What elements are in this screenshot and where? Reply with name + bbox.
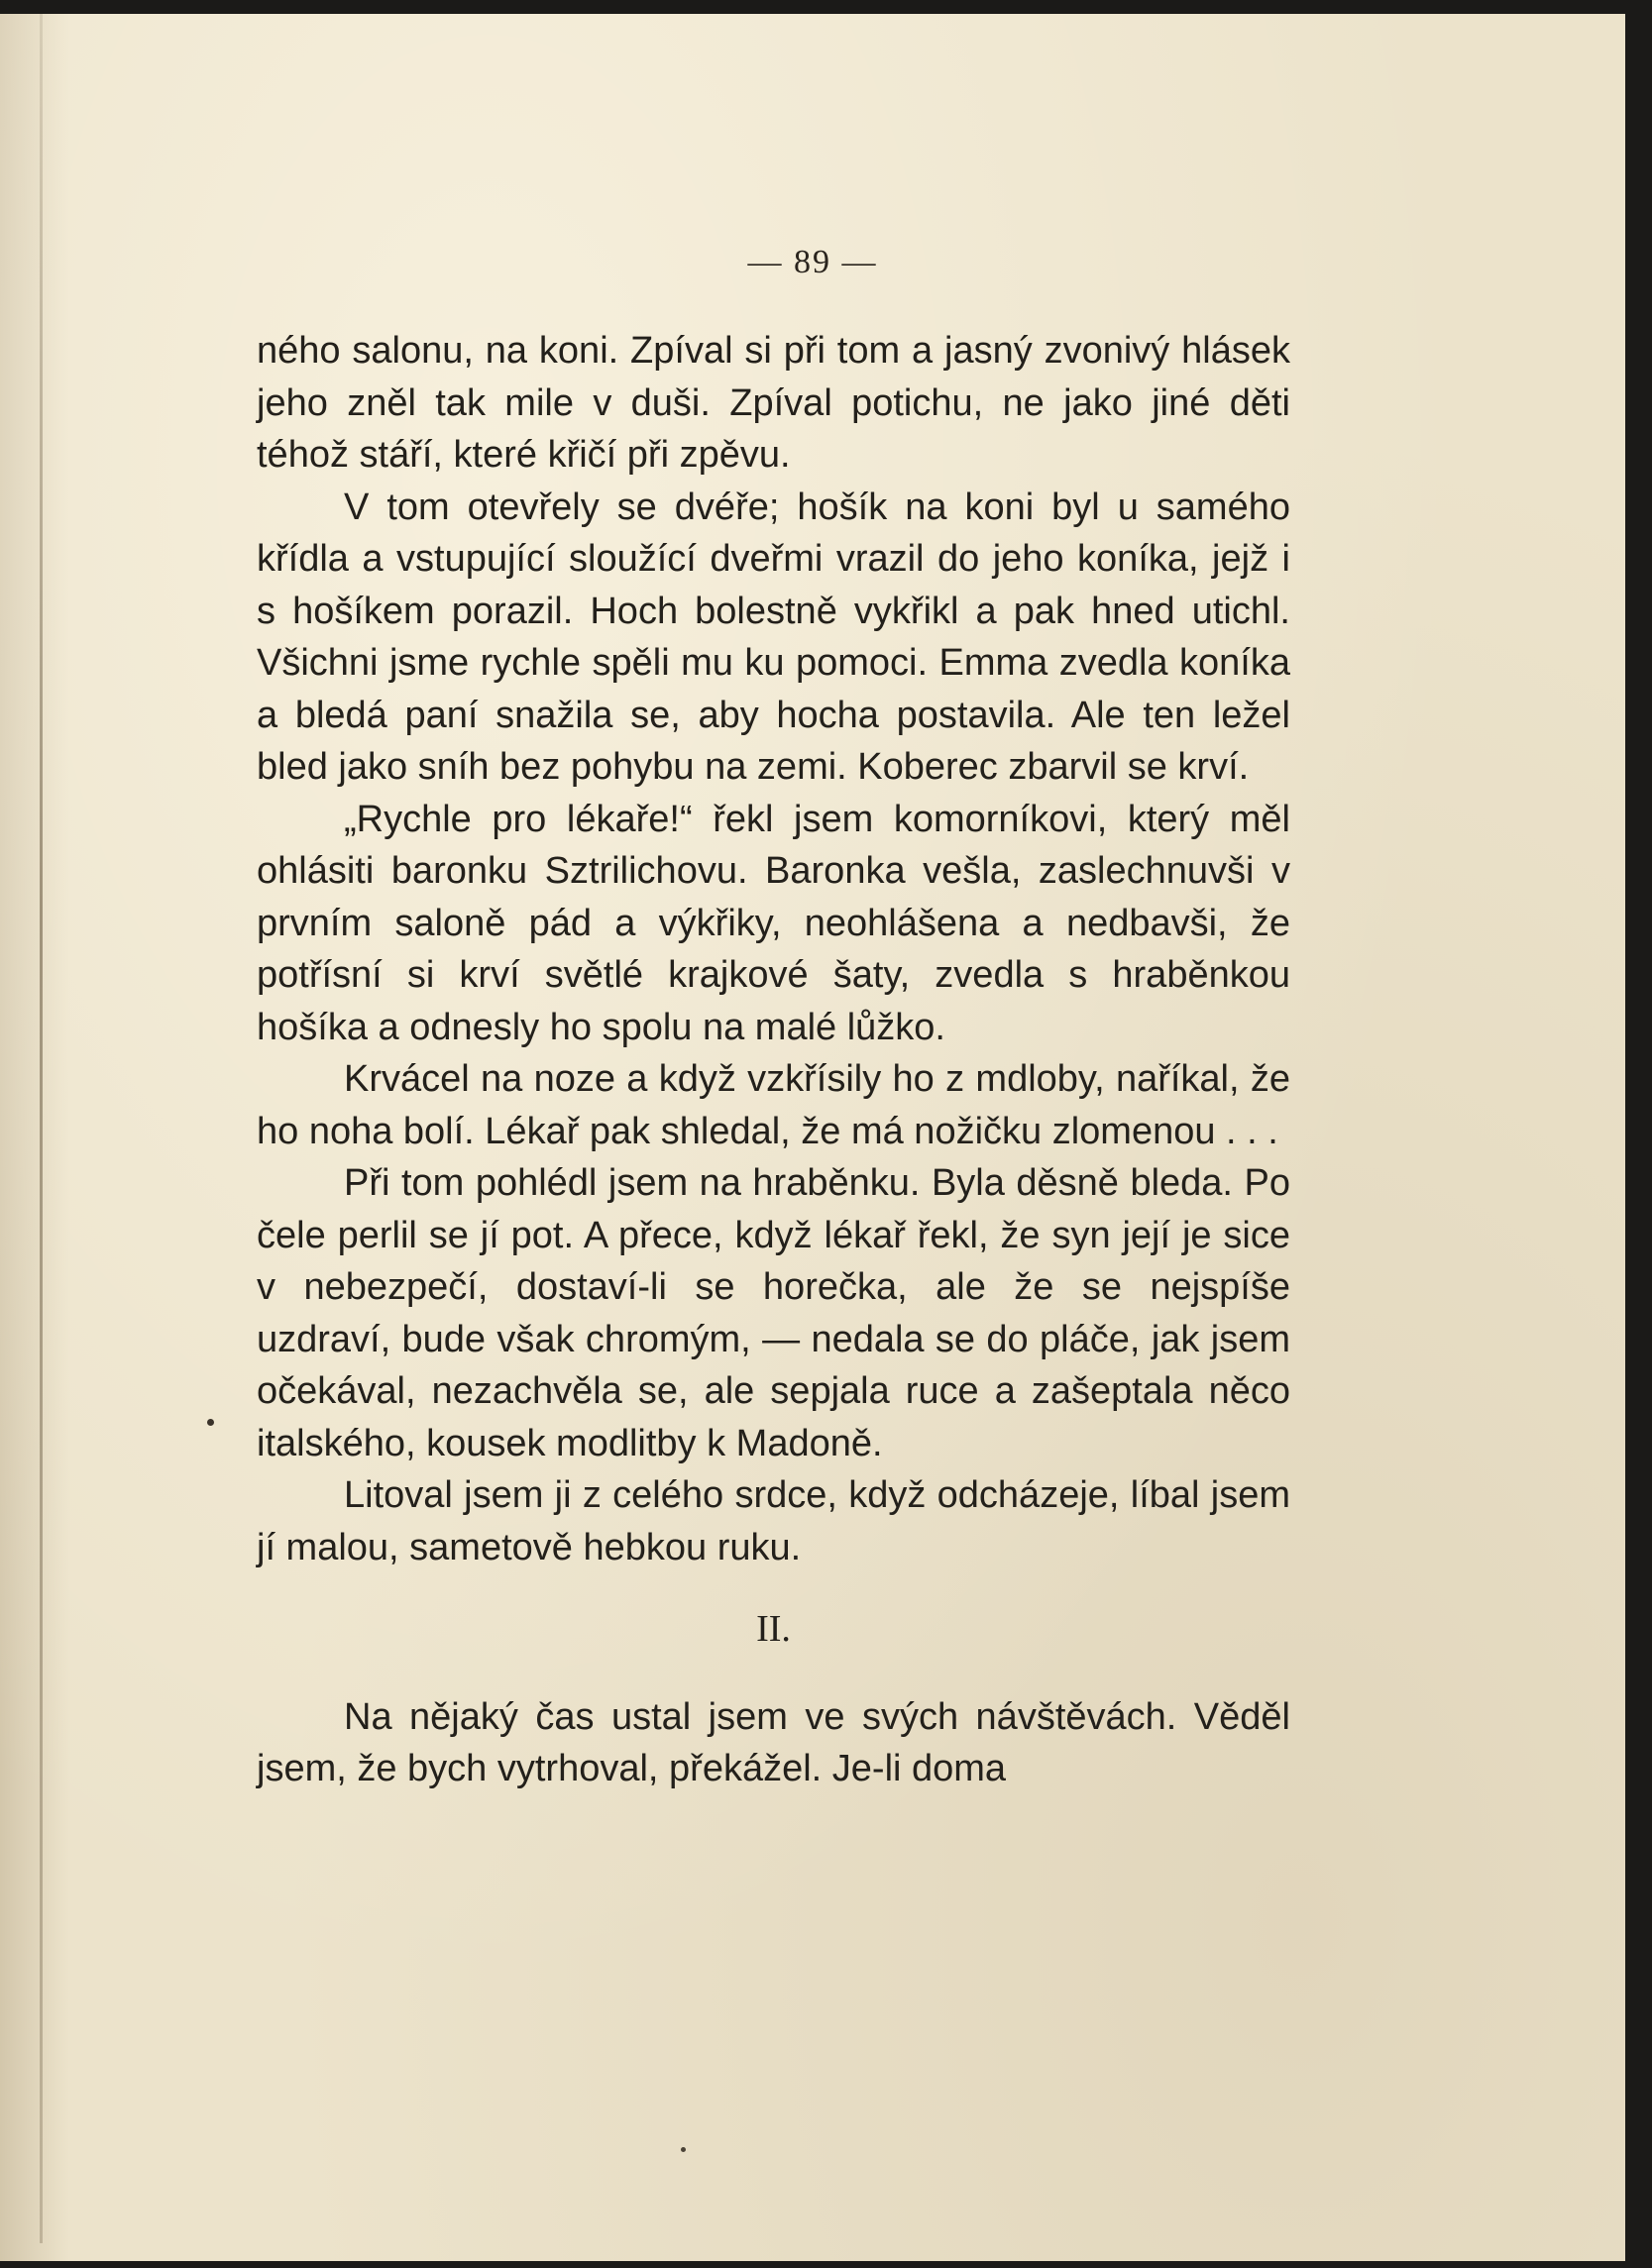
paragraph: „Rychle pro lékaře!“ řekl jsem komorníkovi, který měl ohlásiti baronku Sztrilichovu. Baronka vešla, zaslechnuvši v prvním saloně pád a výkřiky, neohlášena a nedbavši, že potřísní si krví světlé krajkové šaty, zvedla s hraběnkou hošíka a odnesly ho spolu na malé lůžko. [257,798,1290,1048]
paragraph-continuation: ného salonu, na koni. Zpíval si při tom a jasný zvonivý hlásek jeho zněl tak mile v duši. Zpíval potichu, ne jako jiné děti téhož stáří, které křičí při zpěvu. [257,330,1290,476]
margin-mark [207,1419,214,1426]
paper-speck [681,2147,686,2152]
paragraph: V tom otevřely se dvéře; hošík na koni byl u samého křídla a vstupující sloužící dveřmi vrazil do jeho koníka, jejž i s hošíkem porazil. Hoch bolestně vykřikl a pak hned utichl. Všichni jsme rychle spěli mu ku pomoci. Emma zvedla koníka a bledá paní snažila se, aby hocha postavila. Ale ten ležel bled jako sníh bez pohybu na zemi. Koberec zbarvil se krví. [257,486,1290,788]
paragraph: Litoval jsem ji z celého srdce, když odcházeje, líbal jsem jí malou, sametově hebkou ruku. [257,1474,1290,1568]
page-gutter [40,14,43,2243]
paragraph: Na nějaký čas ustal jsem ve svých návštěvách. Věděl jsem, že bych vytrhoval, překážel. Je-li doma [257,1695,1290,1789]
paragraph: Krvácel na noze a když vzkřísily ho z mdloby, naříkal, že ho noha bolí. Lékař pak shledal, že má nožičku zlomenou . . . [257,1058,1290,1152]
paragraph: Při tom pohlédl jsem na hraběnku. Byla děsně bleda. Po čele perlil se jí pot. A přece, když lékař řekl, že syn její je sice v nebezpečí, dostaví-li se horečka, ale že se nejspíše uzdraví, bude však chromým, — nedala se do pláče, jak jsem očekával, nezachvěla se, ale sepjala ruce a zašeptala něco italského, kousek modlitby k Madoně. [257,1162,1290,1464]
body-text [257,325,1290,1795]
page-number: — 89 — [747,244,878,280]
section-heading: II. [756,1608,791,1650]
